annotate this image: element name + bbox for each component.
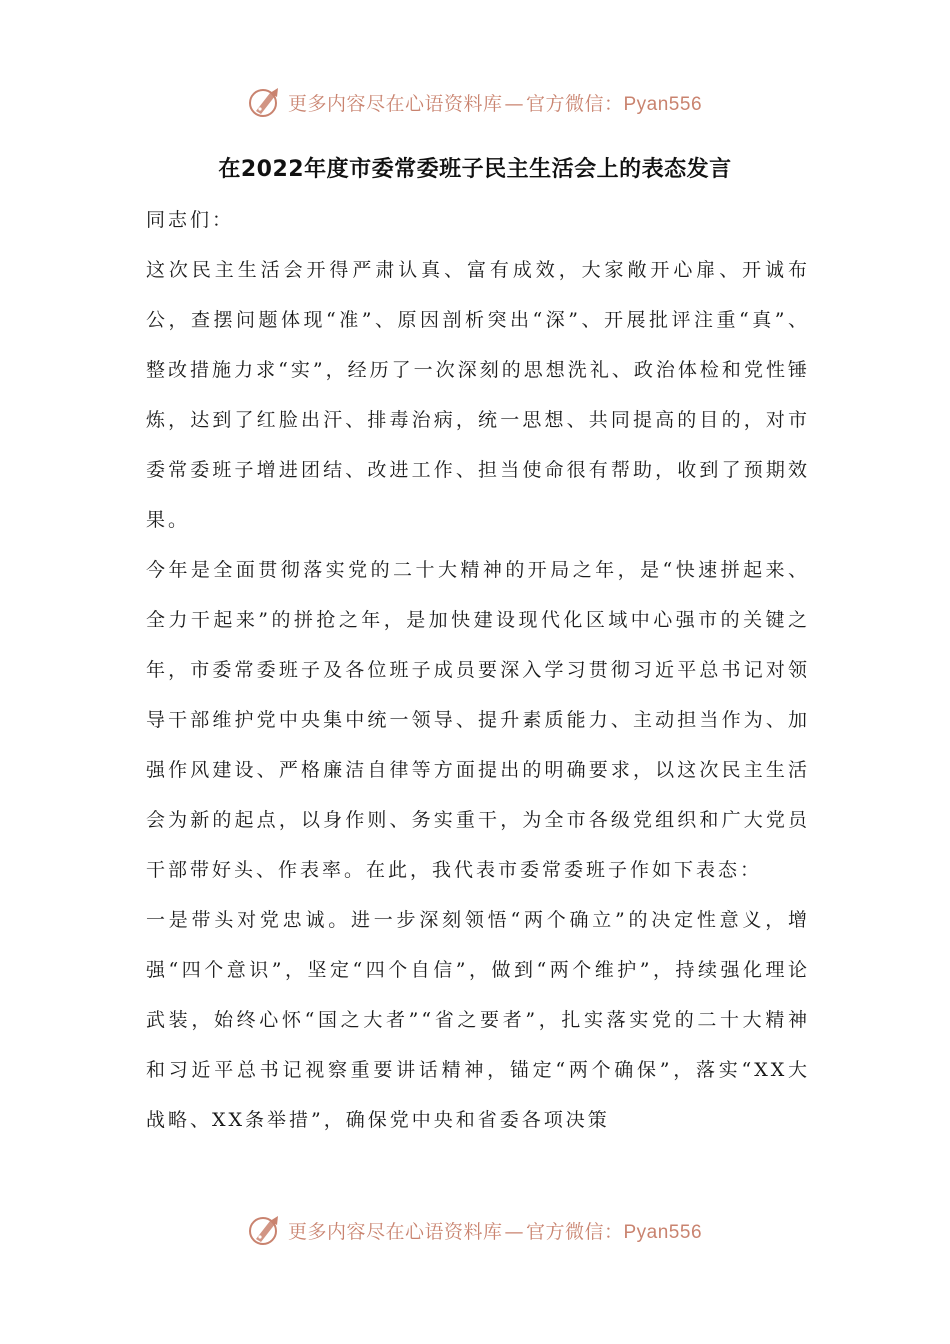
header-watermark (0, 82, 950, 122)
watermark-text: 更多内容尽在心语资料库 — 官方微信：Pyan556 (287, 1220, 703, 1243)
paragraph: 今年是全面贯彻落实党的二十大精神的开局之年，是“快速拼起来、全力干起来”的拼抢之年，是加快建设现代化区域中心强市的关键之年，市委常委班子及各位班子成员要深入学习贯彻习近平总书记对领导干部维护党中央集中统一领导、提升素质能力、主动担当作为、加强作风建设、严格廉洁自律等方面提出的明确要求，以这次民主生活会为新的起点，以身作则、务实重干，为全市各级党组织和广大党员干部带好头、作表率。在此，我代表市委常委班子作如下表态： (146, 559, 810, 881)
pen-nib-circle-icon (248, 85, 282, 119)
pen-nib-circle-icon (248, 1213, 282, 1247)
document-title: 在2022年度市委常委班子民主生活会上的表态发言 (218, 157, 732, 182)
watermark-text: 更多内容尽在心语资料库 — 官方微信：Pyan556 (287, 92, 703, 115)
footer-watermark (0, 1210, 950, 1250)
salutation: 同志们： (146, 209, 235, 231)
paragraph: 这次民主生活会开得严肃认真、富有成效，大家敞开心扉、开诚布公，查摆问题体现“准”、原因剖析突出“深”、开展批评注重“真”、整改措施力求“实”，经历了一次深刻的思想洗礼、政治体检和党性锤炼，达到了红脸出汗、排毒治病，统一思想、共同提高的目的，对市委常委班子增进团结、改进工作、担当使命很有帮助，收到了预期效果。 (146, 259, 810, 531)
document-body (146, 195, 810, 1145)
paragraph: 一是带头对党忠诚。进一步深刻领悟“两个确立”的决定性意义，增强“四个意识”，坚定“四个自信”，做到“两个维护”，持续强化理论武装，始终心怀“国之大者”“省之要者”，扎实落实党的二十大精神和习近平总书记视察重要讲话精神，锚定“两个确保”，落实“XX大战略、XX条举措”，确保党中央和省委各项决策 (146, 909, 810, 1131)
